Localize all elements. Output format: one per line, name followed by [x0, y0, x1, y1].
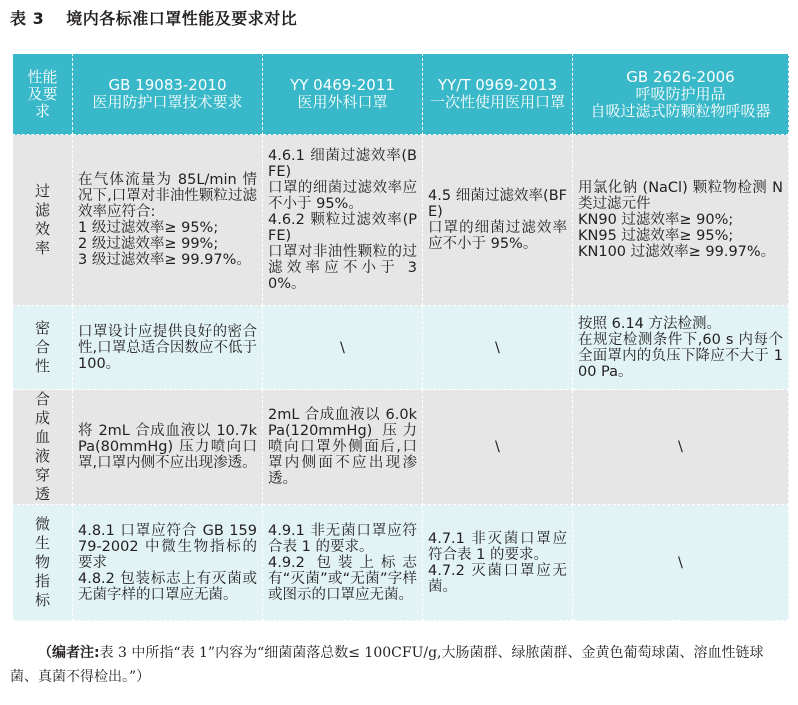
header-property: 性能及要求	[13, 54, 73, 135]
cell-yy0969: 4.5 细菌过滤效率(BFE) 口罩的细菌过滤效率应不小于 95%。	[423, 135, 573, 306]
cell-yy0469: 2mL 合成血液以 6.0kPa(120mmHg) 压力喷向口罩外侧面后,口罩内侧面不应出现渗透。	[263, 390, 423, 505]
cell-gb2626: \	[573, 505, 789, 621]
cell-gb19083: 4.8.1 口罩应符合 GB 15979-2002 中微生物指标的要求 4.8.2 包装标志上有灭菌或无菌字样的口罩应无菌。	[73, 505, 263, 621]
cell-gb2626: 用氯化钠 (NaCl) 颗粒物检测 N 类过滤元件 KN90 过滤效率≥ 90%; KN95 过滤效率≥ 95%; KN100 过滤效率≥ 99.97%。	[573, 135, 789, 306]
row-property: 微生物指标	[13, 505, 73, 621]
cell-gb19083: 在气体流量为 85L/min 情况下,口罩对非油性颗粒过滤效率应符合: 1 级过滤效率≥ 95%; 2 级过滤效率≥ 99%; 3 级过滤效率≥ 99.97%。	[73, 135, 263, 306]
table-title: 境内各标准口罩性能及要求对比	[66, 9, 298, 28]
cell-yy0969: 4.7.1 非灭菌口罩应符合表 1 的要求。 4.7.2 灭菌口罩应无菌。	[423, 505, 573, 621]
table-row	[13, 505, 789, 621]
row-property: 合成血液穿透	[13, 390, 73, 505]
table-number: 表 3	[10, 9, 45, 28]
comparison-table	[12, 53, 789, 621]
cell-yy0969: \	[423, 306, 573, 390]
cell-yy0469: 4.6.1 细菌过滤效率(BFE) 口罩的细菌过滤效率应不小于 95%。 4.6.2 颗粒过滤效率(PFE) 口罩对非油性颗粒的过滤效率应不小于 30%。	[263, 135, 423, 306]
header-row	[13, 54, 789, 135]
table-caption	[10, 6, 297, 29]
header-yy0969: YY/T 0969-2013 一次性使用医用口罩	[423, 54, 573, 135]
cell-gb2626: 按照 6.14 方法检测。 在规定检测条件下,60 s 内每个全面罩内的负压下降应不大于 100 Pa。	[573, 306, 789, 390]
header-gb19083: GB 19083-2010 医用防护口罩技术要求	[73, 54, 263, 135]
cell-gb19083: 口罩设计应提供良好的密合性,口罩总适合因数应不低于 100。	[73, 306, 263, 390]
header-yy0469: YY 0469-2011 医用外科口罩	[263, 54, 423, 135]
editor-note-text: 表 3 中所指“表 1”内容为“细菌菌落总数≤ 100CFU/g,大肠菌群、绿脓菌群、金黄色葡萄球菌、溶血性链球菌、真菌不得检出。”	[10, 645, 764, 685]
editor-note-label: 编者注:	[52, 645, 100, 661]
cell-yy0969: \	[423, 390, 573, 505]
cell-yy0469: \	[263, 306, 423, 390]
table-row	[13, 135, 789, 306]
table-row	[13, 306, 789, 390]
cell-yy0469: 4.9.1 非无菌口罩应符合表 1 的要求。 4.9.2 包装上标志有“灭菌”或“无菌”字样或图示的口罩应无菌。	[263, 505, 423, 621]
row-property: 密合性	[13, 306, 73, 390]
cell-gb19083: 将 2mL 合成血液以 10.7kPa(80mmHg) 压力喷向口罩,口罩内侧不应出现渗透。	[73, 390, 263, 505]
cell-gb2626: \	[573, 390, 789, 505]
header-gb2626: GB 2626-2006 呼吸防护用品 自吸过滤式防颗粒物呼吸器	[573, 54, 789, 135]
row-property: 过滤效率	[13, 135, 73, 306]
table-row	[13, 390, 789, 505]
editor-note: （编者注:表 3 中所指“表 1”内容为“细菌菌落总数≤ 100CFU/g,大肠菌群、绿脓菌群、金黄色葡萄球菌、溶血性链球菌、真菌不得检出。”）	[10, 645, 764, 685]
